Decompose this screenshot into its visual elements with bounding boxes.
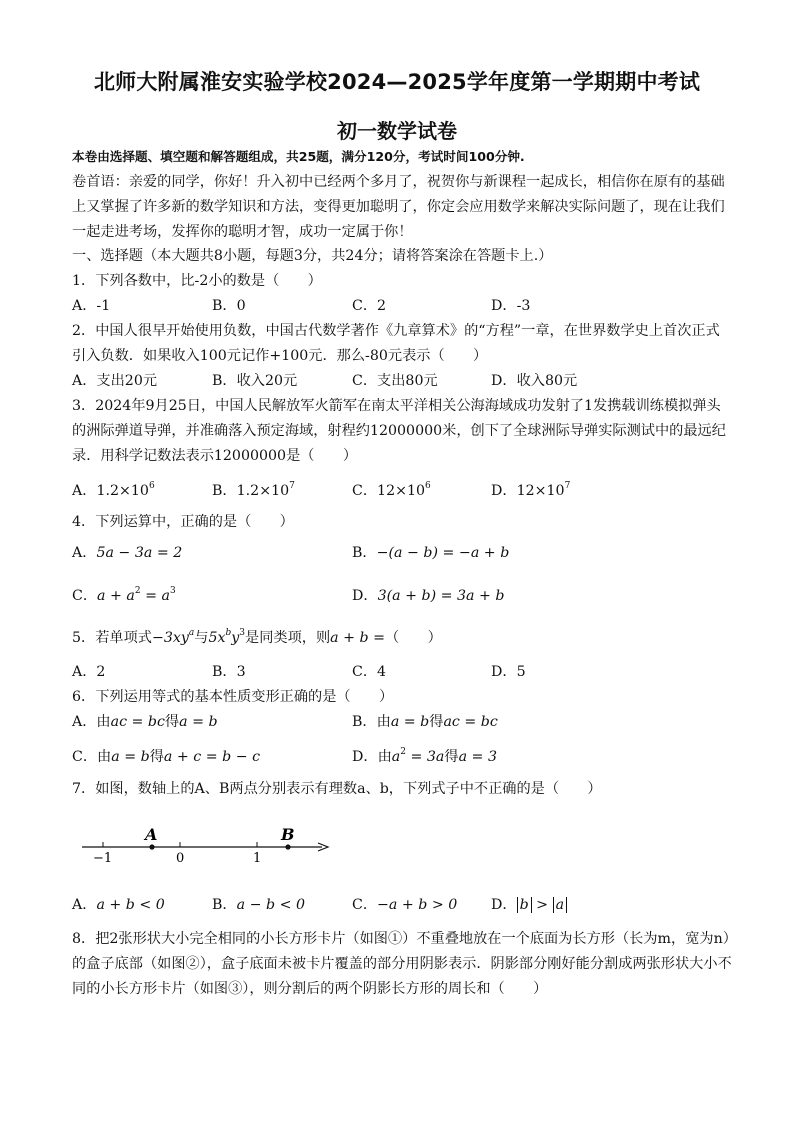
q6-option-d-exponent: 2	[400, 747, 406, 757]
question-8-stem-line-2: 的盒子底部（如图②），盒子底面未被卡片覆盖的部分用阴影表示．阴影部分刚好能分割成两张形状大小不	[72, 956, 732, 972]
q2-option-d[interactable]: D．收入80元	[491, 373, 578, 389]
q6-option-b-expr-2: ac = bc	[443, 714, 498, 730]
q6-option-b-expr-1: a = b	[390, 714, 430, 730]
q7-option-a-label: A．	[72, 897, 97, 913]
q1-option-c[interactable]: C．2	[352, 298, 387, 314]
q4-option-c-expr-1: a + a	[97, 588, 135, 604]
q7-option-b-expr: a − b < 0	[236, 897, 306, 913]
q6-option-d-label: D．由	[352, 749, 392, 765]
q7-option-b[interactable]	[212, 895, 305, 915]
question-2-stem-line-2: 引入负数．如果收入100元记作+100元．那么-80元表示（ ）	[72, 348, 488, 364]
q6-option-b-label: B．由	[352, 714, 391, 730]
preface-line-2: 上又掌握了许多新的数学知识和方法，变得更加聪明了，你定会应用数学来解决实际问题了，现在让我们	[72, 199, 725, 215]
exam-subtitle: 初一数学试卷	[337, 119, 457, 143]
q1-option-b[interactable]: B．0	[212, 298, 246, 314]
q5-term-2b-exponent: 3	[239, 628, 246, 638]
q3-option-b-label: B．	[212, 483, 237, 499]
tick-label-zero: 0	[176, 851, 185, 866]
q6-option-d-expr-1b: = 3a	[405, 749, 445, 765]
q4-option-c-expr-2: = a	[140, 588, 170, 604]
q6-option-c[interactable]	[72, 747, 260, 767]
q3-option-b-value: 1.2×10	[236, 483, 290, 499]
question-2-stem-line-1: 2．中国人很早开始使用负数，中国古代数学著作《九章算术》的“方程”一章，在世界数学史上首次正式	[72, 323, 720, 339]
q5-option-b[interactable]: B．3	[212, 664, 246, 680]
q3-option-c-value: 12×10	[377, 483, 426, 499]
q4-option-a-label: A．	[72, 545, 97, 561]
question-5-stem	[72, 628, 442, 648]
q3-option-d[interactable]	[491, 481, 570, 501]
q4-option-b-label: B．	[352, 545, 377, 561]
q4-option-b[interactable]	[352, 543, 509, 563]
q5-term-2b: y	[231, 630, 240, 646]
q7-option-c-label: C．	[352, 897, 378, 913]
q5-stem-post: 是同类项，则	[245, 630, 331, 646]
preface-line-3: 一起走进考场，发挥你的聪明才智，成功一定属于你！	[72, 224, 413, 240]
point-a-label: A	[145, 825, 158, 844]
number-line-figure	[74, 822, 334, 866]
q6-option-a-expr-1: ac = bc	[110, 714, 165, 730]
q3-option-d-label: D．	[491, 483, 517, 499]
q6-option-a-label: A．由	[72, 714, 111, 730]
q4-option-d-label: D．	[352, 588, 378, 604]
q2-option-b[interactable]: B．收入20元	[212, 373, 298, 389]
preface-line-1: 卷首语：亲爱的同学，你好！升入初中已经两个多月了，祝贺你与新课程一起成长，相信你在原有的基础	[72, 174, 725, 190]
q6-option-d[interactable]	[352, 747, 497, 767]
q4-option-b-expr: −(a − b) = −a + b	[376, 545, 510, 561]
point-b-label: B	[281, 825, 295, 844]
q7-option-d-label: D．	[491, 897, 517, 913]
q5-expression: a + b =	[330, 630, 386, 646]
tick-label-one: 1	[253, 851, 262, 866]
q2-option-c[interactable]: C．支出80元	[352, 373, 438, 389]
question-3-stem-line-1: 3．2024年9月25日，中国人民解放军火箭军在南太平洋相关公海海域成功发射了1发携载训练模拟弹头	[72, 398, 721, 414]
q6-option-a-mid: 得	[164, 714, 180, 730]
q2-option-a[interactable]: A．支出20元	[72, 373, 158, 389]
q7-option-d-abs-a: a	[553, 897, 567, 913]
question-3-stem-line-2: 的洲际弹道导弹，并准确落入预定海域，射程约12000000米，创下了全球洲际导弹实际测试中的最远纪	[72, 423, 726, 439]
q6-option-c-expr-2: a + c = b − c	[163, 749, 261, 765]
q3-option-d-exponent: 7	[564, 481, 571, 491]
q4-option-a-expr: 5a − 3a = 2	[96, 545, 183, 561]
section-heading: 一、选择题（本大题共8小题，每题3分，共24分；请将答案涂在答题卡上.）	[72, 248, 553, 264]
q6-option-a-expr-2: a = b	[179, 714, 218, 730]
q3-option-a-exponent: 6	[148, 481, 155, 491]
q6-option-d-expr-2: a = 3	[458, 749, 497, 765]
q6-option-c-expr-1: a = b	[111, 749, 150, 765]
question-3-stem-line-3: 录．用科学记数法表示12000000是（ ）	[72, 448, 358, 464]
q4-option-c[interactable]	[72, 586, 176, 606]
q7-option-c-expr: −a + b > 0	[377, 897, 458, 913]
q6-option-d-mid: 得	[444, 749, 459, 765]
q3-option-d-value: 12×10	[516, 483, 565, 499]
q3-option-b[interactable]	[212, 481, 295, 501]
q3-option-b-exponent: 7	[289, 481, 295, 491]
q1-option-d[interactable]: D．-3	[491, 298, 531, 314]
q7-option-b-label: B．	[212, 897, 237, 913]
q6-option-c-label: C．由	[72, 749, 112, 765]
q5-answer-paren: （ ）	[385, 630, 442, 646]
q3-option-a-label: A．	[72, 483, 97, 499]
q5-option-d[interactable]: D．5	[491, 664, 526, 680]
q3-option-c-exponent: 6	[425, 481, 431, 491]
q4-option-c-exponent-1: 2	[134, 586, 141, 596]
q7-option-c[interactable]	[352, 895, 457, 915]
q3-option-a-value: 1.2×10	[96, 483, 149, 499]
q5-option-c[interactable]: C．4	[352, 664, 387, 680]
q7-option-d-abs-b: b	[517, 897, 532, 913]
q7-option-d-gt: >	[531, 897, 553, 913]
question-8-stem-line-3: 同的小长方形卡片（如图③），则分割后的两个阴影长方形的周长和（ ）	[72, 981, 548, 997]
q5-term-2a-exponent: b	[225, 628, 232, 638]
question-8-stem-line-1: 8．把2张形状大小完全相同的小长方形卡片（如图①）不重叠地放在一个底面为长方形（长为m，宽为n）	[72, 931, 737, 947]
q5-option-a[interactable]: A．2	[72, 664, 106, 680]
q6-option-a[interactable]	[72, 712, 218, 732]
q6-option-b[interactable]	[352, 712, 498, 732]
q3-option-a[interactable]	[72, 481, 155, 501]
q4-option-a[interactable]	[72, 543, 182, 563]
q3-option-c-label: C．	[352, 483, 378, 499]
q6-option-b-mid: 得	[429, 714, 444, 730]
q4-option-c-exponent-2: 3	[169, 586, 176, 596]
q5-stem-mid: 与	[194, 630, 209, 646]
exam-notice: 本卷由选择题、填空题和解答题组成，共25题，满分120分，考试时间100分钟.	[72, 149, 525, 164]
q7-option-a-expr: a + b < 0	[96, 897, 165, 913]
q6-option-c-mid: 得	[149, 749, 164, 765]
q6-option-d-expr-1: a	[391, 749, 401, 765]
q5-stem-pre: 5．若单项式	[72, 630, 152, 646]
question-7-stem: 7．如图，数轴上的A、B两点分别表示有理数a、b，下列式子中不正确的是（ ）	[72, 781, 602, 797]
q4-option-d[interactable]	[352, 586, 505, 606]
q5-term-1-exponent: a	[188, 628, 195, 638]
q5-term-2a: 5x	[208, 630, 226, 646]
q4-option-d-expr: 3(a + b) = 3a + b	[377, 588, 505, 604]
q7-option-a[interactable]	[72, 895, 165, 915]
point-a-dot	[149, 844, 154, 849]
point-b-dot	[285, 844, 290, 849]
q7-option-d[interactable]	[491, 895, 567, 915]
tick-label-minus-one: −1	[93, 851, 113, 866]
q5-term-1: −3xy	[151, 630, 189, 646]
exam-title: 北师大附属淮安实验学校2024—2025学年度第一学期期中考试	[93, 70, 701, 94]
q4-option-c-label: C．	[72, 588, 98, 604]
question-6-stem: 6．下列运用等式的基本性质变形正确的是（ ）	[72, 689, 394, 705]
q1-option-a[interactable]: A．-1	[72, 298, 111, 314]
question-1-stem: 1．下列各数中，比-2小的数是（ ）	[72, 273, 322, 289]
question-4-stem: 4．下列运算中，正确的是（ ）	[72, 514, 294, 530]
q3-option-c[interactable]	[352, 481, 431, 501]
